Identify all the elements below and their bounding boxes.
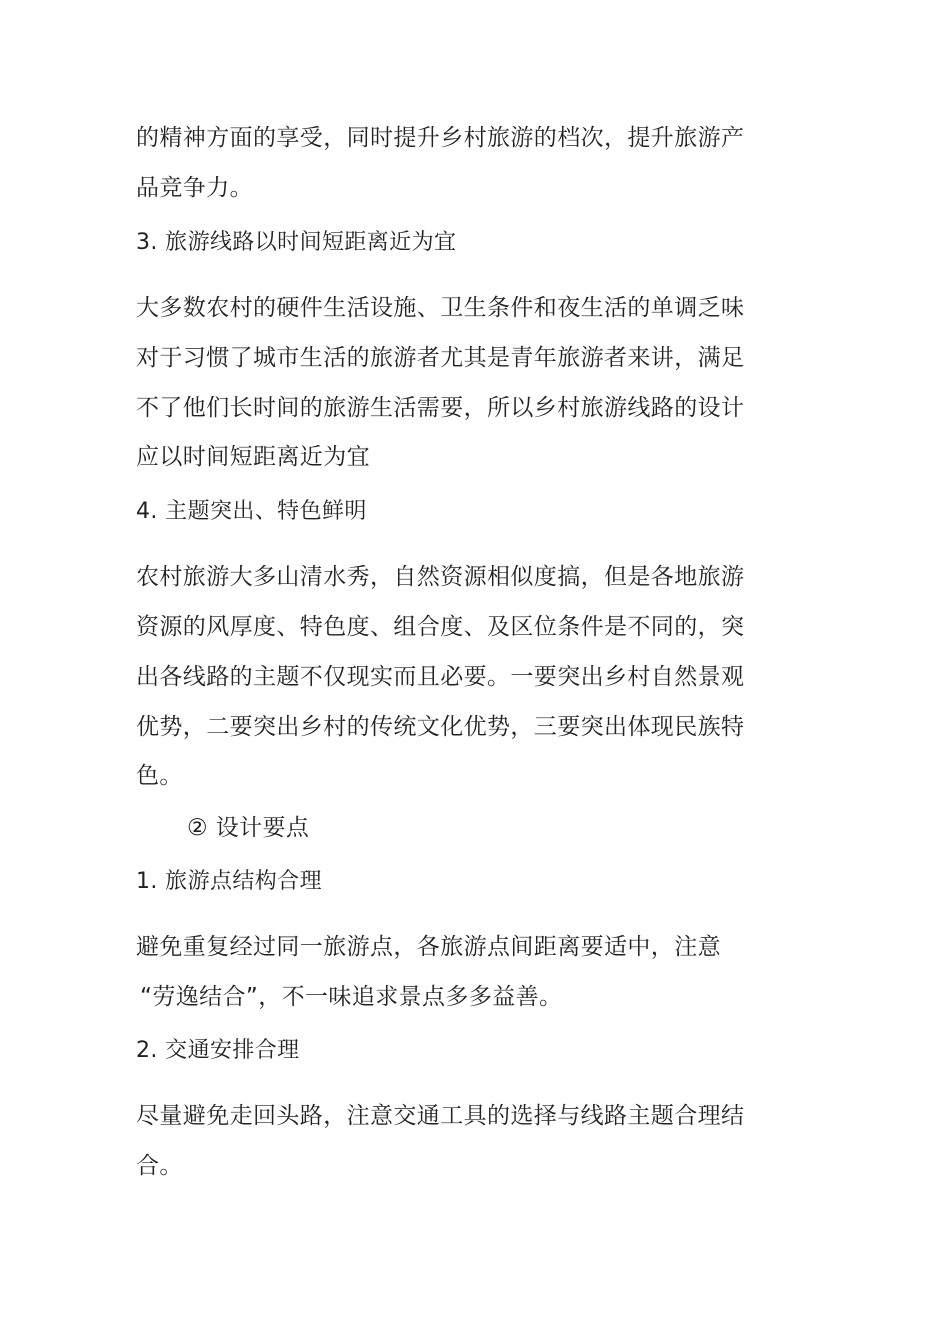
point-2-line-2: 合。 — [136, 1153, 183, 1179]
intro-line-1: 的精神方面的享受，同时提升乡村旅游的档次，提升旅游产 — [136, 125, 745, 151]
section-title: ② 设计要点 — [187, 815, 310, 841]
paragraph-3-line-1: 大多数农村的硬件生活设施、卫生条件和夜生活的单调乏味 — [136, 295, 745, 321]
point-2-heading: 2. 交通安排合理 — [136, 1038, 300, 1063]
heading-3: 3. 旅游线路以时间短距离近为宜 — [136, 230, 457, 255]
paragraph-4-line-2: 资源的风厚度、特色度、组合度、及区位条件是不同的，突 — [136, 614, 745, 640]
point-1-heading: 1. 旅游点结构合理 — [136, 869, 322, 894]
intro-line-2: 品竞争力。 — [136, 175, 253, 201]
paragraph-4-line-4: 优势，二要突出乡村的传统文化优势，三要突出体现民族特 — [136, 714, 745, 740]
paragraph-4-line-1: 农村旅游大多山清水秀，自然资源相似度搞，但是各地旅游 — [136, 564, 745, 590]
paragraph-3-line-4: 应以时间短距离近为宜 — [136, 444, 370, 470]
paragraph-3-line-3: 不了他们长时间的旅游生活需要，所以乡村旅游线路的设计 — [136, 395, 745, 421]
paragraph-3-line-2: 对于习惯了城市生活的旅游者尤其是青年旅游者来讲，满足 — [136, 345, 745, 371]
paragraph-4-line-3: 出各线路的主题不仅现实而且必要。一要突出乡村自然景观 — [136, 664, 745, 690]
paragraph-4-line-5: 色。 — [136, 763, 183, 789]
point-2-line-1: 尽量避免走回头路，注意交通工具的选择与线路主题合理结 — [136, 1103, 745, 1129]
point-1-line-2: “劳逸结合”，不一味追求景点多多益善。 — [140, 984, 563, 1010]
heading-4: 4. 主题突出、特色鲜明 — [136, 499, 367, 524]
point-1-line-1: 避免重复经过同一旅游点，各旅游点间距离要适中，注意 — [136, 934, 721, 960]
